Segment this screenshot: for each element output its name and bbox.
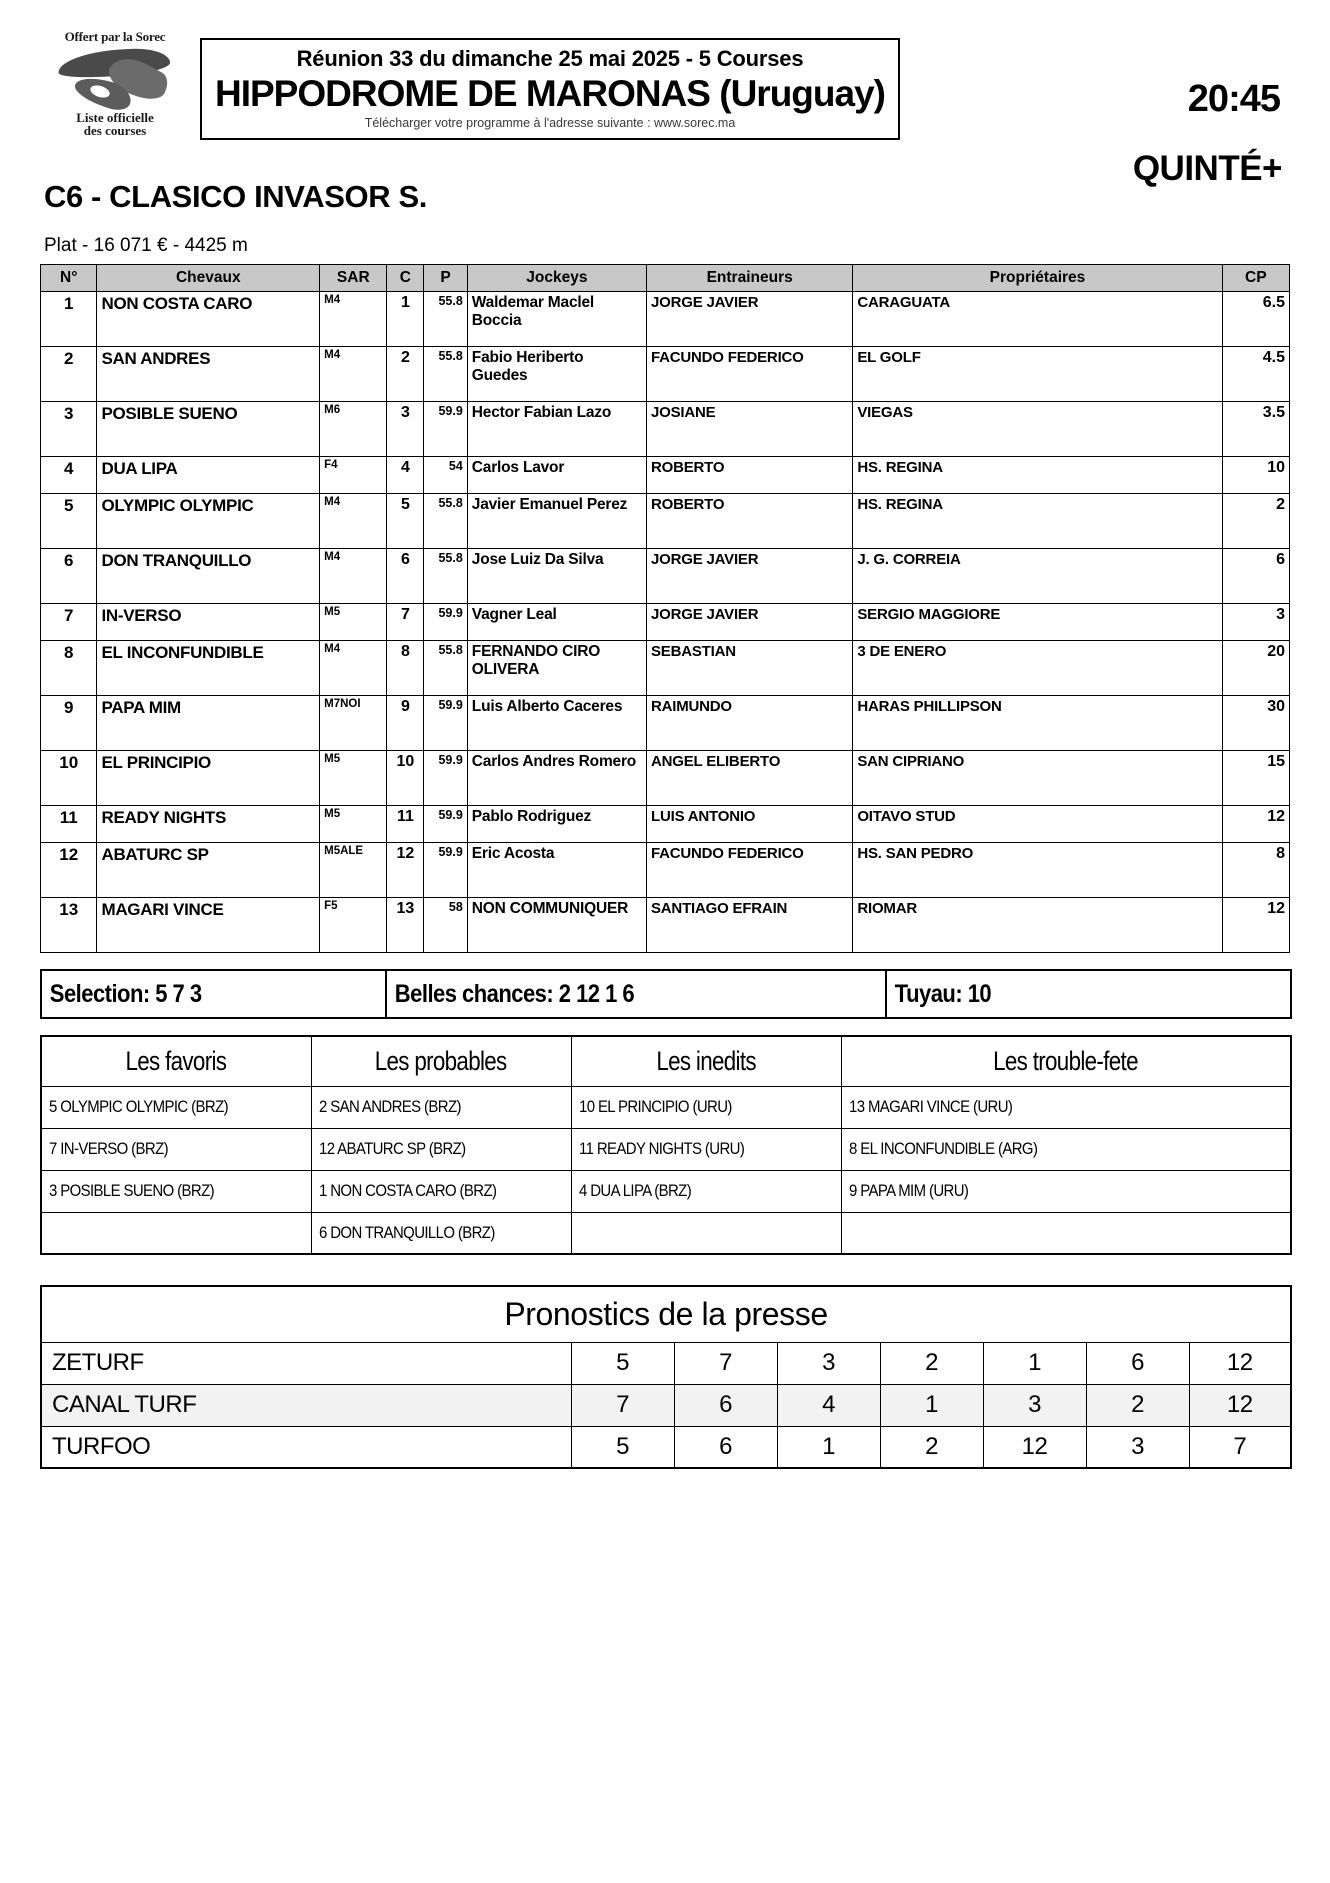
presse-pick: 2 bbox=[880, 1426, 983, 1468]
cell-owner: HS. REGINA bbox=[853, 494, 1222, 549]
tips-cell[interactable] bbox=[311, 1170, 571, 1212]
presse-title: Pronostics de la presse bbox=[41, 1286, 1291, 1342]
cell-cp: 10 bbox=[1222, 457, 1289, 494]
tips-table-body bbox=[41, 1086, 1291, 1254]
cell-horse: DON TRANQUILLO bbox=[97, 549, 320, 604]
cell-jockey: FERNANDO CIRO OLIVERA bbox=[467, 641, 646, 696]
col-c: C bbox=[387, 265, 424, 292]
cell-cp: 4.5 bbox=[1222, 347, 1289, 402]
cell-c: 13 bbox=[387, 898, 424, 953]
cell-sar: M4 bbox=[320, 549, 387, 604]
cell-p: 54 bbox=[424, 457, 467, 494]
tips-cell[interactable] bbox=[41, 1086, 311, 1128]
tips-header-row bbox=[41, 1036, 1291, 1086]
cell-jockey: Fabio Heriberto Guedes bbox=[467, 347, 646, 402]
presse-pick: 2 bbox=[1086, 1384, 1189, 1426]
table-row[interactable] bbox=[41, 347, 1290, 402]
presse-pick: 12 bbox=[983, 1426, 1086, 1468]
cell-sar: M4 bbox=[320, 641, 387, 696]
tips-cell[interactable] bbox=[571, 1170, 841, 1212]
cell-horse: ABATURC SP bbox=[97, 843, 320, 898]
cell-number: 5 bbox=[41, 494, 97, 549]
cell-number: 13 bbox=[41, 898, 97, 953]
cell-horse: NON COSTA CARO bbox=[97, 292, 320, 347]
presse-pick: 1 bbox=[983, 1342, 1086, 1384]
cell-p: 55.8 bbox=[424, 549, 467, 604]
tips-header-label: Les favoris bbox=[125, 1045, 227, 1076]
cell-horse: READY NIGHTS bbox=[97, 806, 320, 843]
cell-cp: 6 bbox=[1222, 549, 1289, 604]
cell-cp: 3 bbox=[1222, 604, 1289, 641]
cell-horse: EL PRINCIPIO bbox=[97, 751, 320, 806]
cell-trainer: ROBERTO bbox=[647, 494, 853, 549]
cell-trainer: JORGE JAVIER bbox=[647, 604, 853, 641]
tips-cell[interactable] bbox=[841, 1212, 1291, 1254]
tips-cell[interactable] bbox=[311, 1128, 571, 1170]
cell-number: 10 bbox=[41, 751, 97, 806]
cell-p: 59.9 bbox=[424, 402, 467, 457]
tips-cell[interactable] bbox=[41, 1170, 311, 1212]
cell-jockey: Carlos Andres Romero bbox=[467, 751, 646, 806]
cell-cp: 12 bbox=[1222, 806, 1289, 843]
cell-c: 6 bbox=[387, 549, 424, 604]
cell-owner: HARAS PHILLIPSON bbox=[853, 696, 1222, 751]
race-time: 20:45 bbox=[1187, 78, 1280, 120]
tips-entry: 11 READY NIGHTS (URU) bbox=[578, 1139, 744, 1158]
cell-p: 59.9 bbox=[424, 696, 467, 751]
cell-owner: EL GOLF bbox=[853, 347, 1222, 402]
cell-c: 2 bbox=[387, 347, 424, 402]
presse-pick: 6 bbox=[1086, 1342, 1189, 1384]
cell-cp: 2 bbox=[1222, 494, 1289, 549]
presse-pick: 3 bbox=[1086, 1426, 1189, 1468]
cell-jockey: Carlos Lavor bbox=[467, 457, 646, 494]
meeting-title-box bbox=[200, 38, 900, 140]
tips-entry: 1 NON COSTA CARO (BRZ) bbox=[318, 1181, 496, 1200]
cell-c: 11 bbox=[387, 806, 424, 843]
belles-chances-text: Belles chances: 2 12 1 6 bbox=[386, 970, 826, 1018]
cell-jockey: Javier Emanuel Perez bbox=[467, 494, 646, 549]
tips-entry: 9 PAPA MIM (URU) bbox=[848, 1181, 968, 1200]
cell-p: 58 bbox=[424, 898, 467, 953]
cell-cp: 8 bbox=[1222, 843, 1289, 898]
cell-p: 59.9 bbox=[424, 604, 467, 641]
selection-text: Selection: 5 7 3 bbox=[41, 970, 345, 1018]
presse-pick: 1 bbox=[880, 1384, 983, 1426]
table-row[interactable] bbox=[41, 641, 1290, 696]
cell-c: 3 bbox=[387, 402, 424, 457]
cell-jockey: Pablo Rodriguez bbox=[467, 806, 646, 843]
col-number: N° bbox=[41, 265, 97, 292]
col-proprietaires: Propriétaires bbox=[853, 265, 1222, 292]
presse-source: TURFOO bbox=[41, 1426, 571, 1468]
presse-pick: 6 bbox=[674, 1384, 777, 1426]
tips-cell[interactable] bbox=[571, 1086, 841, 1128]
tips-entry: 3 POSIBLE SUENO (BRZ) bbox=[49, 1181, 214, 1200]
col-sar: SAR bbox=[320, 265, 387, 292]
tips-header-inedits bbox=[585, 1036, 828, 1086]
tips-cell[interactable] bbox=[41, 1128, 311, 1170]
cell-horse: POSIBLE SUENO bbox=[97, 402, 320, 457]
cell-horse: PAPA MIM bbox=[97, 696, 320, 751]
cell-p: 55.8 bbox=[424, 347, 467, 402]
presse-title-row bbox=[41, 1286, 1291, 1342]
table-row[interactable] bbox=[41, 843, 1290, 898]
race-conditions: Plat - 16 071 € - 4425 m bbox=[44, 235, 248, 256]
cell-cp: 15 bbox=[1222, 751, 1289, 806]
tips-entry: 7 IN-VERSO (BRZ) bbox=[49, 1139, 168, 1158]
cell-sar: M4 bbox=[320, 347, 387, 402]
table-row[interactable] bbox=[41, 806, 1290, 843]
selection-row bbox=[41, 970, 1291, 1018]
table-row[interactable] bbox=[41, 751, 1290, 806]
tips-table bbox=[40, 1035, 1292, 1255]
table-row[interactable] bbox=[41, 292, 1290, 347]
tips-entry: 2 SAN ANDRES (BRZ) bbox=[318, 1097, 461, 1116]
cell-cp: 20 bbox=[1222, 641, 1289, 696]
cell-c: 9 bbox=[387, 696, 424, 751]
presse-pick: 6 bbox=[674, 1426, 777, 1468]
cell-cp: 30 bbox=[1222, 696, 1289, 751]
table-row[interactable] bbox=[41, 696, 1290, 751]
presse-pick: 4 bbox=[777, 1384, 880, 1426]
cell-c: 1 bbox=[387, 292, 424, 347]
tips-cell[interactable] bbox=[841, 1170, 1291, 1212]
presse-pick: 12 bbox=[1189, 1384, 1291, 1426]
cell-owner: 3 DE ENERO bbox=[853, 641, 1222, 696]
presse-table-body bbox=[41, 1342, 1291, 1468]
runners-table bbox=[40, 264, 1290, 953]
cell-number: 3 bbox=[41, 402, 97, 457]
cell-sar: M4 bbox=[320, 292, 387, 347]
cell-number: 4 bbox=[41, 457, 97, 494]
tips-header-troublefete bbox=[864, 1036, 1269, 1086]
runners-table-body bbox=[41, 292, 1290, 953]
cell-trainer: ROBERTO bbox=[647, 457, 853, 494]
selection-bar bbox=[40, 969, 1292, 1019]
quinte-badge: QUINTÉ+ bbox=[1132, 149, 1282, 188]
tips-header-label: Les trouble-fete bbox=[993, 1045, 1139, 1076]
cell-number: 1 bbox=[41, 292, 97, 347]
cell-number: 11 bbox=[41, 806, 97, 843]
cell-horse: DUA LIPA bbox=[97, 457, 320, 494]
cell-c: 7 bbox=[387, 604, 424, 641]
cell-jockey: Vagner Leal bbox=[467, 604, 646, 641]
cell-trainer: JORGE JAVIER bbox=[647, 549, 853, 604]
cell-jockey: Eric Acosta bbox=[467, 843, 646, 898]
cell-cp: 12 bbox=[1222, 898, 1289, 953]
cell-jockey: NON COMMUNIQUER bbox=[467, 898, 646, 953]
presse-pick: 5 bbox=[571, 1342, 674, 1384]
presse-row bbox=[41, 1384, 1291, 1426]
cell-number: 7 bbox=[41, 604, 97, 641]
table-row[interactable] bbox=[41, 604, 1290, 641]
tips-row bbox=[41, 1086, 1291, 1128]
tips-row bbox=[41, 1212, 1291, 1254]
tips-entry: 12 ABATURC SP (BRZ) bbox=[318, 1139, 466, 1158]
cell-owner: J. G. CORREIA bbox=[853, 549, 1222, 604]
cell-c: 5 bbox=[387, 494, 424, 549]
cell-owner: SAN CIPRIANO bbox=[853, 751, 1222, 806]
cell-sar: M4 bbox=[320, 494, 387, 549]
table-row[interactable] bbox=[41, 494, 1290, 549]
cell-horse: MAGARI VINCE bbox=[97, 898, 320, 953]
cell-owner: CARAGUATA bbox=[853, 292, 1222, 347]
presse-row bbox=[41, 1426, 1291, 1468]
tips-entry: 5 OLYMPIC OLYMPIC (BRZ) bbox=[49, 1097, 228, 1116]
tips-entry: 8 EL INCONFUNDIBLE (ARG) bbox=[848, 1139, 1037, 1158]
cell-trainer: LUIS ANTONIO bbox=[647, 806, 853, 843]
cell-horse: IN-VERSO bbox=[97, 604, 320, 641]
presse-pick: 7 bbox=[571, 1384, 674, 1426]
cell-p: 55.8 bbox=[424, 641, 467, 696]
cell-owner: SERGIO MAGGIORE bbox=[853, 604, 1222, 641]
cell-horse: OLYMPIC OLYMPIC bbox=[97, 494, 320, 549]
presse-table bbox=[40, 1285, 1292, 1469]
col-p: P bbox=[424, 265, 467, 292]
cell-owner: RIOMAR bbox=[853, 898, 1222, 953]
cell-jockey: Luis Alberto Caceres bbox=[467, 696, 646, 751]
cell-number: 9 bbox=[41, 696, 97, 751]
table-row[interactable] bbox=[41, 549, 1290, 604]
tips-entry: 4 DUA LIPA (BRZ) bbox=[578, 1181, 691, 1200]
tips-cell[interactable] bbox=[41, 1212, 311, 1254]
cell-sar: M5 bbox=[320, 806, 387, 843]
cell-trainer: ANGEL ELIBERTO bbox=[647, 751, 853, 806]
cell-number: 2 bbox=[41, 347, 97, 402]
tips-row bbox=[41, 1128, 1291, 1170]
col-jockeys: Jockeys bbox=[467, 265, 646, 292]
runners-table-wrapper bbox=[0, 264, 1330, 953]
cell-owner: HS. SAN PEDRO bbox=[853, 843, 1222, 898]
tips-cell[interactable] bbox=[311, 1212, 571, 1254]
cell-trainer: FACUNDO FEDERICO bbox=[647, 843, 853, 898]
hippodrome-name: HIPPODROME DE MARONAS (Uruguay) bbox=[215, 73, 885, 114]
tuyau-text: Tuyau: 10 bbox=[886, 970, 1242, 1018]
presse-pick: 3 bbox=[777, 1342, 880, 1384]
cell-c: 12 bbox=[387, 843, 424, 898]
cell-jockey: Jose Luiz Da Silva bbox=[467, 549, 646, 604]
cell-p: 55.8 bbox=[424, 494, 467, 549]
cell-owner: HS. REGINA bbox=[853, 457, 1222, 494]
col-horse: Chevaux bbox=[97, 265, 320, 292]
cell-number: 6 bbox=[41, 549, 97, 604]
cell-owner: OITAVO STUD bbox=[853, 806, 1222, 843]
presse-pick: 5 bbox=[571, 1426, 674, 1468]
sorec-logo bbox=[40, 30, 190, 138]
tips-header-favoris bbox=[55, 1036, 298, 1086]
tips-entry: 6 DON TRANQUILLO (BRZ) bbox=[318, 1222, 495, 1242]
download-note: Télécharger votre programme à l'adresse suivante : www.sorec.ma bbox=[364, 116, 736, 131]
cell-cp: 3.5 bbox=[1222, 402, 1289, 457]
tips-cell[interactable] bbox=[311, 1086, 571, 1128]
presse-pick: 7 bbox=[1189, 1426, 1291, 1468]
tips-cell[interactable] bbox=[841, 1086, 1291, 1128]
cell-sar: F5 bbox=[320, 898, 387, 953]
cell-c: 8 bbox=[387, 641, 424, 696]
presse-pick: 1 bbox=[777, 1426, 880, 1468]
cell-p: 59.9 bbox=[424, 843, 467, 898]
presse-table-wrapper bbox=[0, 1285, 1330, 1469]
cell-jockey: Hector Fabian Lazo bbox=[467, 402, 646, 457]
presse-pick: 7 bbox=[674, 1342, 777, 1384]
presse-pick: 3 bbox=[983, 1384, 1086, 1426]
tips-cell[interactable] bbox=[571, 1212, 841, 1254]
cell-trainer: JOSIANE bbox=[647, 402, 853, 457]
cell-cp: 6.5 bbox=[1222, 292, 1289, 347]
cell-number: 12 bbox=[41, 843, 97, 898]
logo-top-text: Offert par la Sorec bbox=[64, 29, 166, 44]
cell-trainer: JORGE JAVIER bbox=[647, 292, 853, 347]
tips-cell[interactable] bbox=[841, 1128, 1291, 1170]
cell-trainer: FACUNDO FEDERICO bbox=[647, 347, 853, 402]
cell-sar: M5ALE bbox=[320, 843, 387, 898]
table-row[interactable] bbox=[41, 402, 1290, 457]
tips-row bbox=[41, 1170, 1291, 1212]
cell-sar: M6 bbox=[320, 402, 387, 457]
cell-c: 4 bbox=[387, 457, 424, 494]
presse-pick: 2 bbox=[880, 1342, 983, 1384]
cell-trainer: SEBASTIAN bbox=[647, 641, 853, 696]
logo-bottom-line1: Liste officielle bbox=[76, 109, 154, 125]
cell-jockey: Waldemar Maclel Boccia bbox=[467, 292, 646, 347]
tips-cell[interactable] bbox=[571, 1128, 841, 1170]
cell-sar: M5 bbox=[320, 751, 387, 806]
horse-silhouette-icon bbox=[56, 46, 174, 108]
cell-horse: SAN ANDRES bbox=[97, 347, 320, 402]
cell-trainer: SANTIAGO EFRAIN bbox=[647, 898, 853, 953]
cell-trainer: RAIMUNDO bbox=[647, 696, 853, 751]
runners-header-row bbox=[41, 265, 1290, 292]
table-row[interactable] bbox=[41, 457, 1290, 494]
col-entraineurs: Entraineurs bbox=[647, 265, 853, 292]
tips-entry: 10 EL PRINCIPIO (URU) bbox=[578, 1097, 732, 1116]
cell-c: 10 bbox=[387, 751, 424, 806]
presse-source: ZETURF bbox=[41, 1342, 571, 1384]
table-row[interactable] bbox=[41, 898, 1290, 953]
cell-sar: F4 bbox=[320, 457, 387, 494]
tips-header-label: Les inedits bbox=[656, 1045, 756, 1076]
tips-header-probables bbox=[324, 1036, 558, 1086]
selection-bar-wrapper bbox=[0, 969, 1330, 1019]
cell-number: 8 bbox=[41, 641, 97, 696]
cell-sar: M7NOI bbox=[320, 696, 387, 751]
presse-source: CANAL TURF bbox=[41, 1384, 571, 1426]
tips-entry: 13 MAGARI VINCE (URU) bbox=[848, 1097, 1012, 1116]
page-header bbox=[0, 0, 1330, 155]
presse-row bbox=[41, 1342, 1291, 1384]
race-title-row bbox=[0, 149, 1330, 233]
logo-bottom-line2: des courses bbox=[83, 123, 147, 139]
cell-owner: VIEGAS bbox=[853, 402, 1222, 457]
cell-p: 59.9 bbox=[424, 751, 467, 806]
cell-horse: EL INCONFUNDIBLE bbox=[97, 641, 320, 696]
meeting-line: Réunion 33 du dimanche 25 mai 2025 - 5 Courses bbox=[296, 46, 804, 71]
tips-header-label: Les probables bbox=[375, 1045, 507, 1076]
cell-sar: M5 bbox=[320, 604, 387, 641]
presse-pick: 12 bbox=[1189, 1342, 1291, 1384]
page-title: C6 - CLASICO INVASOR S. bbox=[44, 179, 427, 214]
tips-table-wrapper bbox=[0, 1035, 1330, 1255]
cell-p: 55.8 bbox=[424, 292, 467, 347]
cell-p: 59.9 bbox=[424, 806, 467, 843]
col-cp: CP bbox=[1222, 265, 1289, 292]
